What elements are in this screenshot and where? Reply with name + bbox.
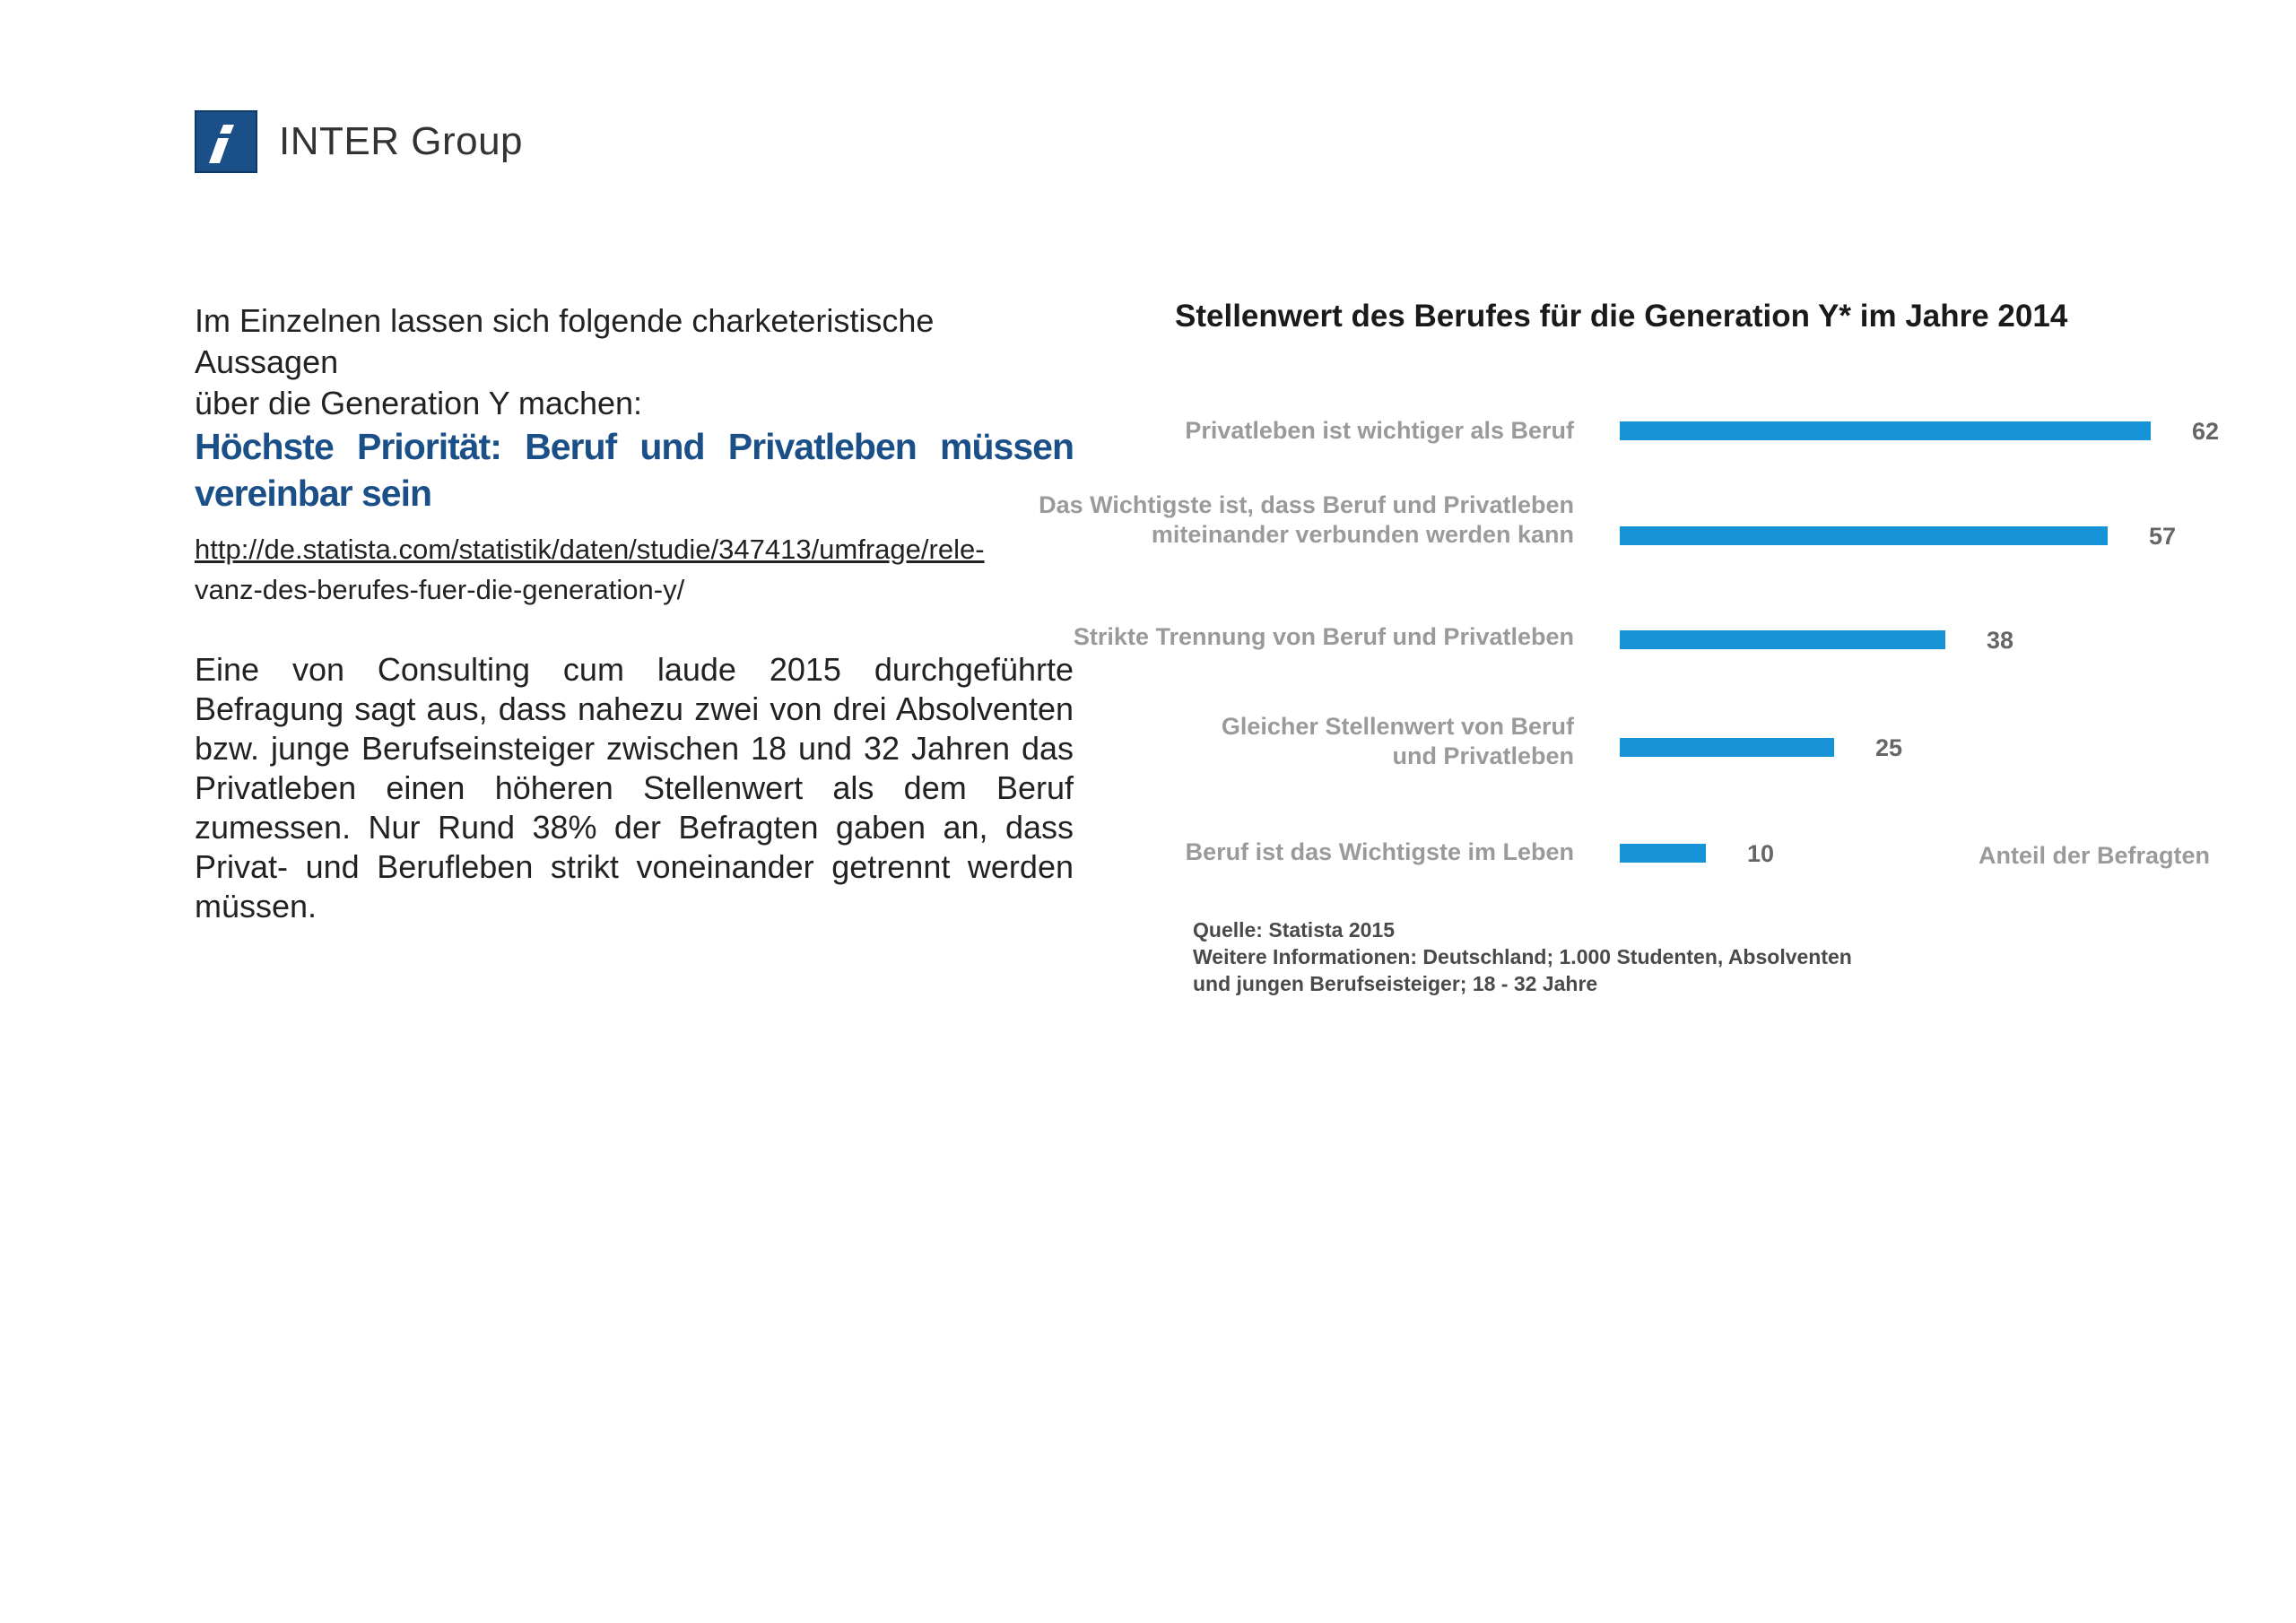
- chart-source-note: [1193, 916, 1852, 997]
- logo-i-icon: [195, 110, 257, 173]
- category-label: Das Wichtigste ist, dass Beruf und Privatleben miteinander verbunden werden kann: [1039, 491, 1574, 548]
- category-label: Beruf ist das Wichtigste im Leben: [1185, 838, 1574, 865]
- category-label: Strikte Trennung von Beruf und Privatleben: [1073, 623, 1574, 650]
- brand-name: INTER Group: [279, 119, 524, 163]
- value-label: 62: [2192, 418, 2220, 445]
- source-link-line-2[interactable]: vanz-des-berufes-fuer-die-generation-y/: [195, 574, 685, 605]
- value-label: 57: [2149, 523, 2177, 550]
- category-label: Gleicher Stellenwert von Beruf und Privatleben: [1221, 713, 1574, 769]
- bar: [1620, 526, 2108, 545]
- source-line-2: Weitere Informationen: Deutschland; 1.000 Studenten, Absolventen: [1193, 945, 1852, 968]
- bar: [1620, 738, 1834, 757]
- value-label: 38: [1987, 627, 2014, 654]
- source-link[interactable]: [195, 529, 1074, 610]
- company-logo: [195, 110, 523, 173]
- bar: [1620, 844, 1706, 863]
- source-line-3: und jungen Berufseisteiger; 18 - 32 Jahre: [1193, 972, 1598, 995]
- source-link-line-1[interactable]: http://de.statista.com/statistik/daten/studie/347413/umfrage/rele-: [195, 534, 985, 565]
- category-label: Privatleben ist wichtiger als Beruf: [1185, 417, 1574, 444]
- axis-title: Anteil der Befragten: [1979, 842, 2211, 869]
- body-paragraph: Eine von Consulting cum laude 2015 durchgeführte Befragung sagt aus, dass nahezu zwei von drei Absolventen bzw. junge Berufseinsteiger zwischen 18 und 32 Jahren das Privatleben einen höheren Stellenwert als dem Beruf zumessen. Nur Rund 38% der Befragten gaben an, dass Privat- und Berufleben strikt voneinander getrennt werden müssen.: [195, 651, 1074, 924]
- intro-text: [195, 300, 1074, 424]
- value-label: 25: [1875, 734, 1903, 761]
- value-label: 10: [1747, 840, 1775, 867]
- source-line-1: Quelle: Statista 2015: [1193, 918, 1395, 942]
- section-heading: Höchste Priorität: Beruf und Privatleben müssen vereinbar sein: [195, 426, 1074, 514]
- intro-line-1: Im Einzelnen lassen sich folgende charketeristische Aussagen: [195, 302, 935, 380]
- intro-line-2: über die Generation Y machen:: [195, 385, 643, 421]
- chart-title: Stellenwert des Berufes für die Generation Y* im Jahre 2014: [1175, 299, 2068, 334]
- bar: [1620, 630, 1945, 649]
- bar: [1620, 421, 2151, 440]
